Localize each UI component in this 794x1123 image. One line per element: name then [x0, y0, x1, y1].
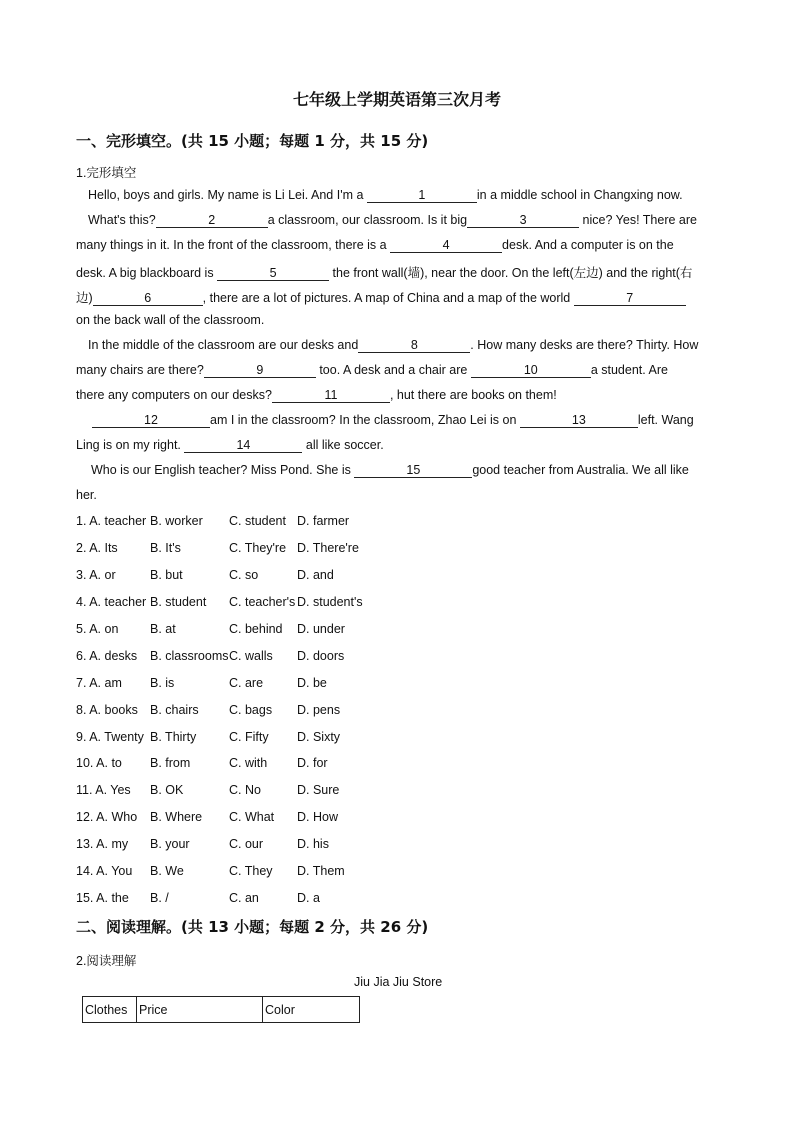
blank-15: 15 [354, 463, 472, 478]
passage-line [76, 263, 692, 281]
blank-5: 5 [217, 266, 329, 281]
option-c: C. an [229, 891, 259, 905]
option-c: C. are [229, 676, 264, 690]
table-header-cell: Price [137, 997, 263, 1023]
passage-text: there any computers on our desks? [76, 388, 272, 402]
passage-line [76, 438, 384, 453]
table-header-cell: Clothes [83, 997, 137, 1023]
section-heading-reading: 二、阅读理解。(共 13 小题；每题 2 分，共 26 分) [76, 918, 429, 936]
option-d: D. under [297, 622, 345, 636]
passage-text: 边) [76, 291, 93, 305]
passage-line [92, 413, 694, 428]
option-d: D. be [297, 676, 327, 690]
option-b: B. from [150, 756, 191, 770]
table-header-row [83, 997, 360, 1023]
option-b: B. Thirty [150, 730, 197, 744]
section-heading-cloze: 一、完形填空。(共 15 小题；每题 1 分，共 15 分) [76, 132, 429, 150]
option-c: C. student [229, 514, 286, 528]
option-b: B. but [150, 568, 183, 582]
passage-line [91, 463, 689, 478]
option-a: 4. A. teacher [76, 595, 147, 609]
option-d: D. Them [297, 864, 345, 878]
option-b: B. at [150, 622, 176, 636]
passage-text: , there are a lot of pictures. A map of China and a map of the world [202, 291, 574, 305]
option-a: 7. A. am [76, 676, 122, 690]
passage-text: a classroom, our classroom. Is it big [267, 213, 468, 227]
store-table [82, 996, 360, 1023]
option-a: 8. A. books [76, 703, 138, 717]
passage-line [88, 188, 683, 203]
option-a: 13. A. my [76, 837, 129, 851]
option-b: B. OK [150, 783, 184, 797]
blank-14: 14 [184, 438, 302, 453]
passage-line [88, 213, 697, 228]
passage-text: , hut there are books on them! [389, 388, 557, 402]
passage-text: many things in it. In the front of the classroom, there is a [76, 238, 391, 252]
passage-text: . How many desks are there? Thirty. How [470, 338, 699, 352]
option-c: C. so [229, 568, 259, 582]
option-b: B. chairs [150, 703, 199, 717]
page-title: 七年级上学期英语第三次月考 [292, 90, 501, 109]
option-b: B. is [150, 676, 175, 690]
blank-8: 8 [358, 338, 470, 353]
passage-line [76, 238, 674, 253]
passage-line [76, 363, 668, 378]
option-c: C. with [229, 756, 268, 770]
option-a: 9. A. Twenty [76, 730, 144, 744]
option-c: C. our [229, 837, 264, 851]
option-b: B. your [150, 837, 190, 851]
passage-line [76, 288, 686, 306]
option-b: B. / [150, 891, 169, 905]
passage-text: In the middle of the classroom are our desks and [88, 338, 359, 352]
passage-text: Who is our English teacher? Miss Pond. She is [91, 463, 355, 477]
passage-text: all like soccer. [302, 438, 384, 452]
option-c: C. teacher's [229, 595, 296, 609]
blank-1: 1 [367, 188, 477, 203]
option-d: D. Sure [297, 783, 340, 797]
passage-text: What's this? [88, 213, 156, 227]
passage-line [88, 338, 698, 353]
passage-text: nice? Yes! There are [579, 213, 697, 227]
option-d: D. his [297, 837, 329, 851]
option-a: 12. A. Who [76, 810, 138, 824]
option-c: C. walls [229, 649, 273, 663]
blank-6: 6 [93, 291, 203, 306]
option-a: 11. A. Yes [76, 783, 131, 797]
subsection-label-reading: 2.阅读理解 [76, 954, 137, 968]
blank-7: 7 [574, 291, 686, 306]
passage-text: in a middle school in Changxing now. [476, 188, 683, 202]
passage-text: too. A desk and a chair are [315, 363, 471, 377]
option-b: B. classrooms [150, 649, 229, 663]
passage-text: good teacher from Australia. We all like [472, 463, 689, 477]
option-b: B. It's [150, 541, 181, 555]
option-d: D. How [297, 810, 338, 824]
option-d: D. student's [297, 595, 363, 609]
option-d: D. There're [297, 541, 359, 555]
option-a: 10. A. to [76, 756, 122, 770]
option-b: B. student [150, 595, 207, 609]
option-a: 2. A. Its [76, 541, 118, 555]
option-c: C. Fifty [229, 730, 269, 744]
option-c: C. They're [229, 541, 287, 555]
blank-2: 2 [156, 213, 268, 228]
passage-text: Hello, boys and girls. My name is Li Lei. And I'm a [88, 188, 367, 202]
blank-3: 3 [467, 213, 579, 228]
blank-12: 12 [92, 413, 210, 428]
table-header-cell: Color [263, 997, 360, 1023]
subsection-label-cloze: 1.完形填空 [76, 166, 137, 180]
option-d: D. doors [297, 649, 345, 663]
option-a: 1. A. teacher [76, 514, 147, 528]
blank-11: 11 [272, 388, 390, 403]
option-c: C. No [229, 783, 261, 797]
passage-text: the front wall(墙), near the door. On the left(左边) and the right(右 [329, 266, 693, 280]
option-c: C. They [229, 864, 273, 878]
option-c: C. behind [229, 622, 283, 636]
passage-line [76, 388, 557, 403]
blank-13: 13 [520, 413, 638, 428]
option-d: D. farmer [297, 514, 350, 528]
passage-text: many chairs are there? [76, 363, 204, 377]
passage-text: desk. And a computer is on the [502, 238, 674, 252]
passage-text: left. Wang [637, 413, 694, 427]
passage-text: desk. A big blackboard is [76, 266, 218, 280]
option-a: 5. A. on [76, 622, 119, 636]
option-a: 3. A. or [76, 568, 116, 582]
blank-4: 4 [390, 238, 502, 253]
passage-line: her. [76, 488, 97, 502]
option-a: 6. A. desks [76, 649, 138, 663]
passage-text: a student. Are [590, 363, 668, 377]
blank-10: 10 [471, 363, 591, 378]
option-c: C. bags [229, 703, 273, 717]
option-d: D. pens [297, 703, 341, 717]
passage-text: am I in the classroom? In the classroom, Zhao Lei is on [210, 413, 520, 427]
passage-text: Ling is on my right. [76, 438, 185, 452]
option-d: D. for [297, 756, 328, 770]
passage-line: on the back wall of the classroom. [76, 313, 265, 327]
option-d: D. Sixty [297, 730, 341, 744]
option-c: C. What [229, 810, 275, 824]
option-b: B. We [150, 864, 184, 878]
option-b: B. worker [150, 514, 203, 528]
blank-9: 9 [204, 363, 316, 378]
option-d: D. and [297, 568, 334, 582]
option-d: D. a [297, 891, 320, 905]
option-a: 14. A. You [76, 864, 133, 878]
store-name: Jiu Jia Jiu Store [354, 975, 443, 989]
option-b: B. Where [150, 810, 203, 824]
option-a: 15. A. the [76, 891, 129, 905]
